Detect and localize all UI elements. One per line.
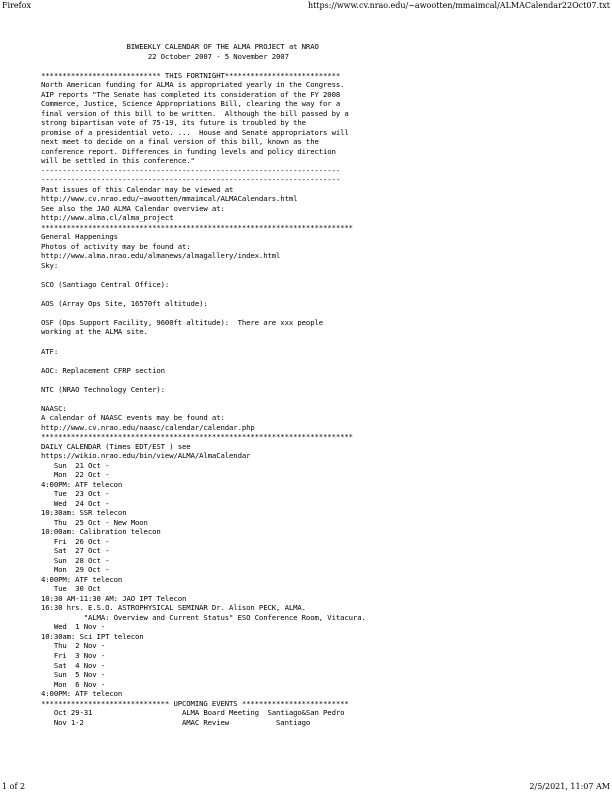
document-line: North American funding for ALMA is appropriated yearly in the Congress. — [41, 80, 345, 90]
document-line: Nov 1-2 AMAC Review Santiago — [41, 717, 311, 727]
document-line: next meet to decide on a final version of this bill, known as the — [41, 137, 319, 147]
document-line: http://www.cv.nrao.edu/naasc/calendar/calendar.php — [41, 422, 255, 432]
document-line: 10:30 AM-11:30 AM: JAO IPT Telecon — [41, 593, 187, 603]
page-number: 1 of 2 — [2, 782, 26, 791]
document-line: Sat 4 Nov - — [41, 660, 106, 670]
document-line: Past issues of this Calendar may be viewed at — [41, 184, 234, 194]
document-line: Thu 25 Oct - New Moon — [41, 517, 148, 527]
document-line: Mon 22 Oct - — [41, 470, 110, 480]
document-line: Mon 6 Nov - — [41, 679, 106, 689]
document-line: ---------------------------------------------------------------------- — [41, 165, 341, 175]
document-line: NTC (NRAO Technology Center): — [41, 384, 165, 394]
document-line: Fri 26 Oct - — [41, 536, 110, 546]
document-line: Thu 2 Nov - — [41, 641, 106, 651]
browser-name: Firefox — [2, 1, 31, 10]
document-line: Sat 27 Oct - — [41, 546, 110, 556]
document-line: General Happenings — [41, 232, 118, 242]
document-line: working at the ALMA site. — [41, 327, 148, 337]
document-line: Fri 3 Nov - — [41, 651, 106, 660]
document-line: AIP reports "The Senate has completed its consideration of the FY 2008 — [41, 89, 341, 99]
document-line: strong bipartisan vote of 75-19, its future is troubled by the — [41, 118, 306, 128]
document-line — [41, 308, 606, 318]
document-line: Wed 1 Nov - — [41, 622, 106, 632]
document-line: 4:00PM: ATF telecon — [41, 479, 123, 489]
document-line: Sun 21 Oct - — [41, 460, 110, 470]
document-line — [41, 270, 606, 280]
document-line: "ALMA: Overview and Current Status" ESO Conference Room, Vitacura. — [41, 612, 366, 622]
document-line: NAASC: — [41, 403, 67, 413]
document-line — [41, 375, 606, 385]
document-line: AOS (Array Ops Site, 16570ft altitude): — [41, 298, 208, 308]
document-line: 10:30am: SSR telecon — [41, 508, 127, 518]
document-line: http://www.alma.nrao.edu/almanews/almagallery/index.html — [41, 251, 281, 261]
document-line: SCO (Santiago Central Office): — [41, 279, 170, 289]
document-line: http://www.cv.nrao.edu/~awootten/mmaimcal/ALMACalendars.html — [41, 194, 298, 204]
document-line — [41, 61, 606, 71]
document-line — [41, 356, 606, 366]
document-line: Sun 5 Nov - — [41, 670, 106, 680]
document-line: 4:00PM: ATF telecon — [41, 689, 123, 699]
document-line: ****************************** UPCOMING EVENTS ************************* — [41, 698, 349, 708]
document-line: Sky: — [41, 260, 59, 270]
document-line: DAILY CALENDAR (Times EDT/EST ) see — [41, 441, 191, 451]
page-url: https://www.cv.nrao.edu/~awootten/mmaimcal/ALMACalendar22Oct07.txt — [307, 1, 610, 10]
document-line: 4:00PM: ATF telecon — [41, 574, 123, 584]
document-line: Tue 23 Oct - — [41, 489, 110, 499]
document-line: https://wikio.nrao.edu/bin/view/ALMA/AlmaCalendar — [41, 451, 251, 461]
document-line: AOC: Replacement CFRP section — [41, 365, 165, 375]
document-line — [41, 289, 606, 299]
document-line: BIWEEKLY CALENDAR OF THE ALMA PROJECT at NRAO — [41, 42, 319, 51]
document-line: will be settled in this conference." — [41, 156, 195, 166]
document-line: 22 October 2007 - 5 November 2007 — [41, 51, 289, 61]
document-line: Photos of activity may be found at: — [41, 241, 191, 251]
document-line: Mon 29 Oct - — [41, 565, 110, 575]
document-line: promise of a presidential veto. ... House and Senate appropriators will — [41, 127, 349, 137]
document-line: See also the JAO ALMA Calendar overview at: — [41, 203, 225, 213]
document-line — [41, 394, 606, 404]
document-line: final version of this bill to be written. Although the bill passed by a — [41, 108, 349, 118]
document-line: ATF: — [41, 346, 59, 356]
document-line: 10:00am: Calibration telecon — [41, 527, 161, 537]
document-line: ************************************************************************* — [41, 432, 353, 442]
document-line: http://www.alma.cl/alma_project — [41, 213, 174, 223]
print-timestamp: 2/5/2021, 11:07 AM — [529, 782, 610, 791]
document-line — [41, 337, 606, 347]
document-line: Sun 28 Oct - — [41, 555, 110, 565]
document-line: 10:30am: Sci IPT telecon — [41, 631, 144, 641]
document-line: Commerce, Justice, Science Appropriations Bill, clearing the way for a — [41, 99, 341, 109]
document-line: A calendar of NAASC events may be found at: — [41, 413, 225, 423]
document-line: ************************************************************************* — [41, 222, 353, 232]
document-line: Tue 30 Oct — [41, 584, 101, 594]
document-line: ---------------------------------------------------------------------- — [41, 175, 341, 185]
document-line: OSF (Ops Support Facility, 9600ft altitude): There are xxx people — [41, 317, 324, 327]
document-line: 16:30 hrs. E.S.O. ASTROPHYSICAL SEMINAR Dr. Alison PECK, ALMA. — [41, 603, 306, 613]
document-line: Wed 24 Oct - — [41, 498, 110, 508]
document-line: **************************** THIS FORTNIGHT*************************** — [41, 70, 341, 80]
document-line: Oct 29-31 ALMA Board Meeting Santiago&San Pedro — [41, 708, 345, 718]
calendar-document — [41, 42, 606, 727]
document-line: conference report. Differences in funding levels and policy direction — [41, 146, 336, 156]
